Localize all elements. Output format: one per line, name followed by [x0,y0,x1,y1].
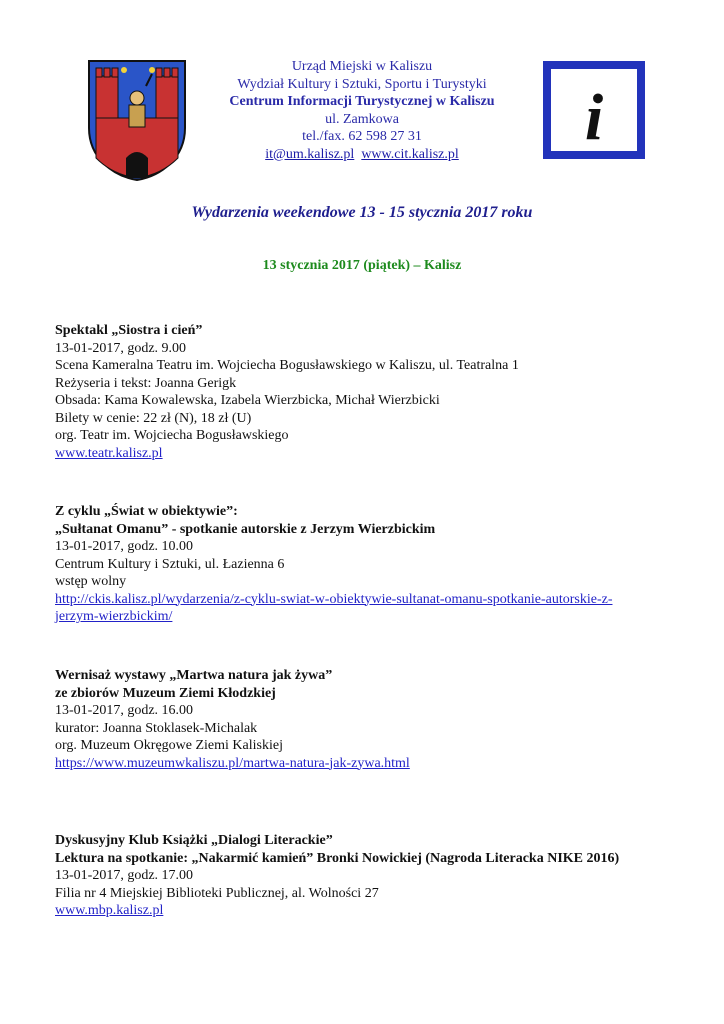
event-date: 13-01-2017, godz. 16.00 [55,703,194,718]
event-item [55,667,675,772]
email-link[interactable]: it@um.kalisz.pl [265,146,355,162]
event-director: Reżyseria i tekst: Joanna Gerigk [55,375,237,391]
website-link[interactable]: www.cit.kalisz.pl [361,146,459,162]
page-title: Wydarzenia weekendowe 13 - 15 stycznia 2017 roku [191,204,533,221]
event-title: Spektakl „Siostra i cień” [55,323,203,338]
phone-fax: tel./fax. 62 598 27 31 [302,129,422,144]
event-organizer: org. Teatr im. Wojciecha Bogusławskiego [55,428,289,443]
department-name: Wydział Kultury i Sztuki, Sportu i Turystyki [237,76,487,92]
event-venue: Centrum Kultury i Sztuki, ul. Łazienna 6 [55,556,285,572]
event-venue: Scena Kameralna Teatru im. Wojciecha Bogusławskiego w Kaliszu, ul. Teatralna 1 [55,358,519,373]
event-series: Z cyklu „Świat w obiektywie”: [55,504,238,519]
event-link[interactable]: http://ckis.kalisz.pl/wydarzenia/z-cyklu-swiat-w-obiektywie-sultanat-omanu-spotkanie-autorskie-z- [55,591,613,607]
office-header [200,58,524,163]
street-address: ul. Zamkowa [325,111,399,127]
event-title: Wernisaż wystawy „Martwa natura jak żywa” [55,668,333,683]
city-crest-icon [86,58,188,182]
office-name: Urząd Miejski w Kaliszu [291,59,433,74]
event-cast: Obsada: Kama Kowalewska, Izabela Wierzbicka, Michał Wierzbicki [55,393,440,408]
event-link[interactable]: www.mbp.kalisz.pl [55,903,164,918]
event-curator: kurator: Joanna Stoklasek-Michalak [55,720,258,736]
event-organizer: org. Muzeum Okręgowe Ziemi Kaliskiej [55,738,283,753]
contact-links [200,146,524,164]
event-item [55,832,675,920]
event-title: Dyskusyjny Klub Książki „Dialogi Literackie” [55,833,333,848]
event-link[interactable]: www.teatr.kalisz.pl [55,445,163,461]
center-name: Centrum Informacji Turystycznej w Kaliszu [229,94,495,109]
event-title: „Sułtanat Omanu” - spotkanie autorskie z Jerzym Wierzbickim [55,521,436,537]
info-icon [543,61,645,159]
event-link-continued[interactable]: jerzym-wierzbickim/ [55,609,173,624]
event-date: 13-01-2017, godz. 17.00 [55,868,194,883]
event-tickets: Bilety w cenie: 22 zł (N), 18 zł (U) [55,410,252,426]
event-subtitle: ze zbiorów Muzeum Ziemi Kłodzkiej [55,685,276,701]
info-glyph: i [584,81,604,154]
event-admission: wstęp wolny [55,574,127,589]
event-date: 13-01-2017, godz. 9.00 [55,340,187,356]
day-heading: 13 stycznia 2017 (piątek) – Kalisz [262,258,462,273]
event-date: 13-01-2017, godz. 10.00 [55,539,194,554]
event-link[interactable]: https://www.muzeumwkaliszu.pl/martwa-natura-jak-zywa.html [55,755,410,771]
event-subtitle: Lektura na spotkanie: „Nakarmić kamień” Bronki Nowickiej (Nagroda Literacka NIKE 2016) [55,850,620,866]
event-item [55,322,675,462]
event-venue: Filia nr 4 Miejskiej Biblioteki Publicznej, al. Wolności 27 [55,885,379,901]
event-item [55,503,675,626]
